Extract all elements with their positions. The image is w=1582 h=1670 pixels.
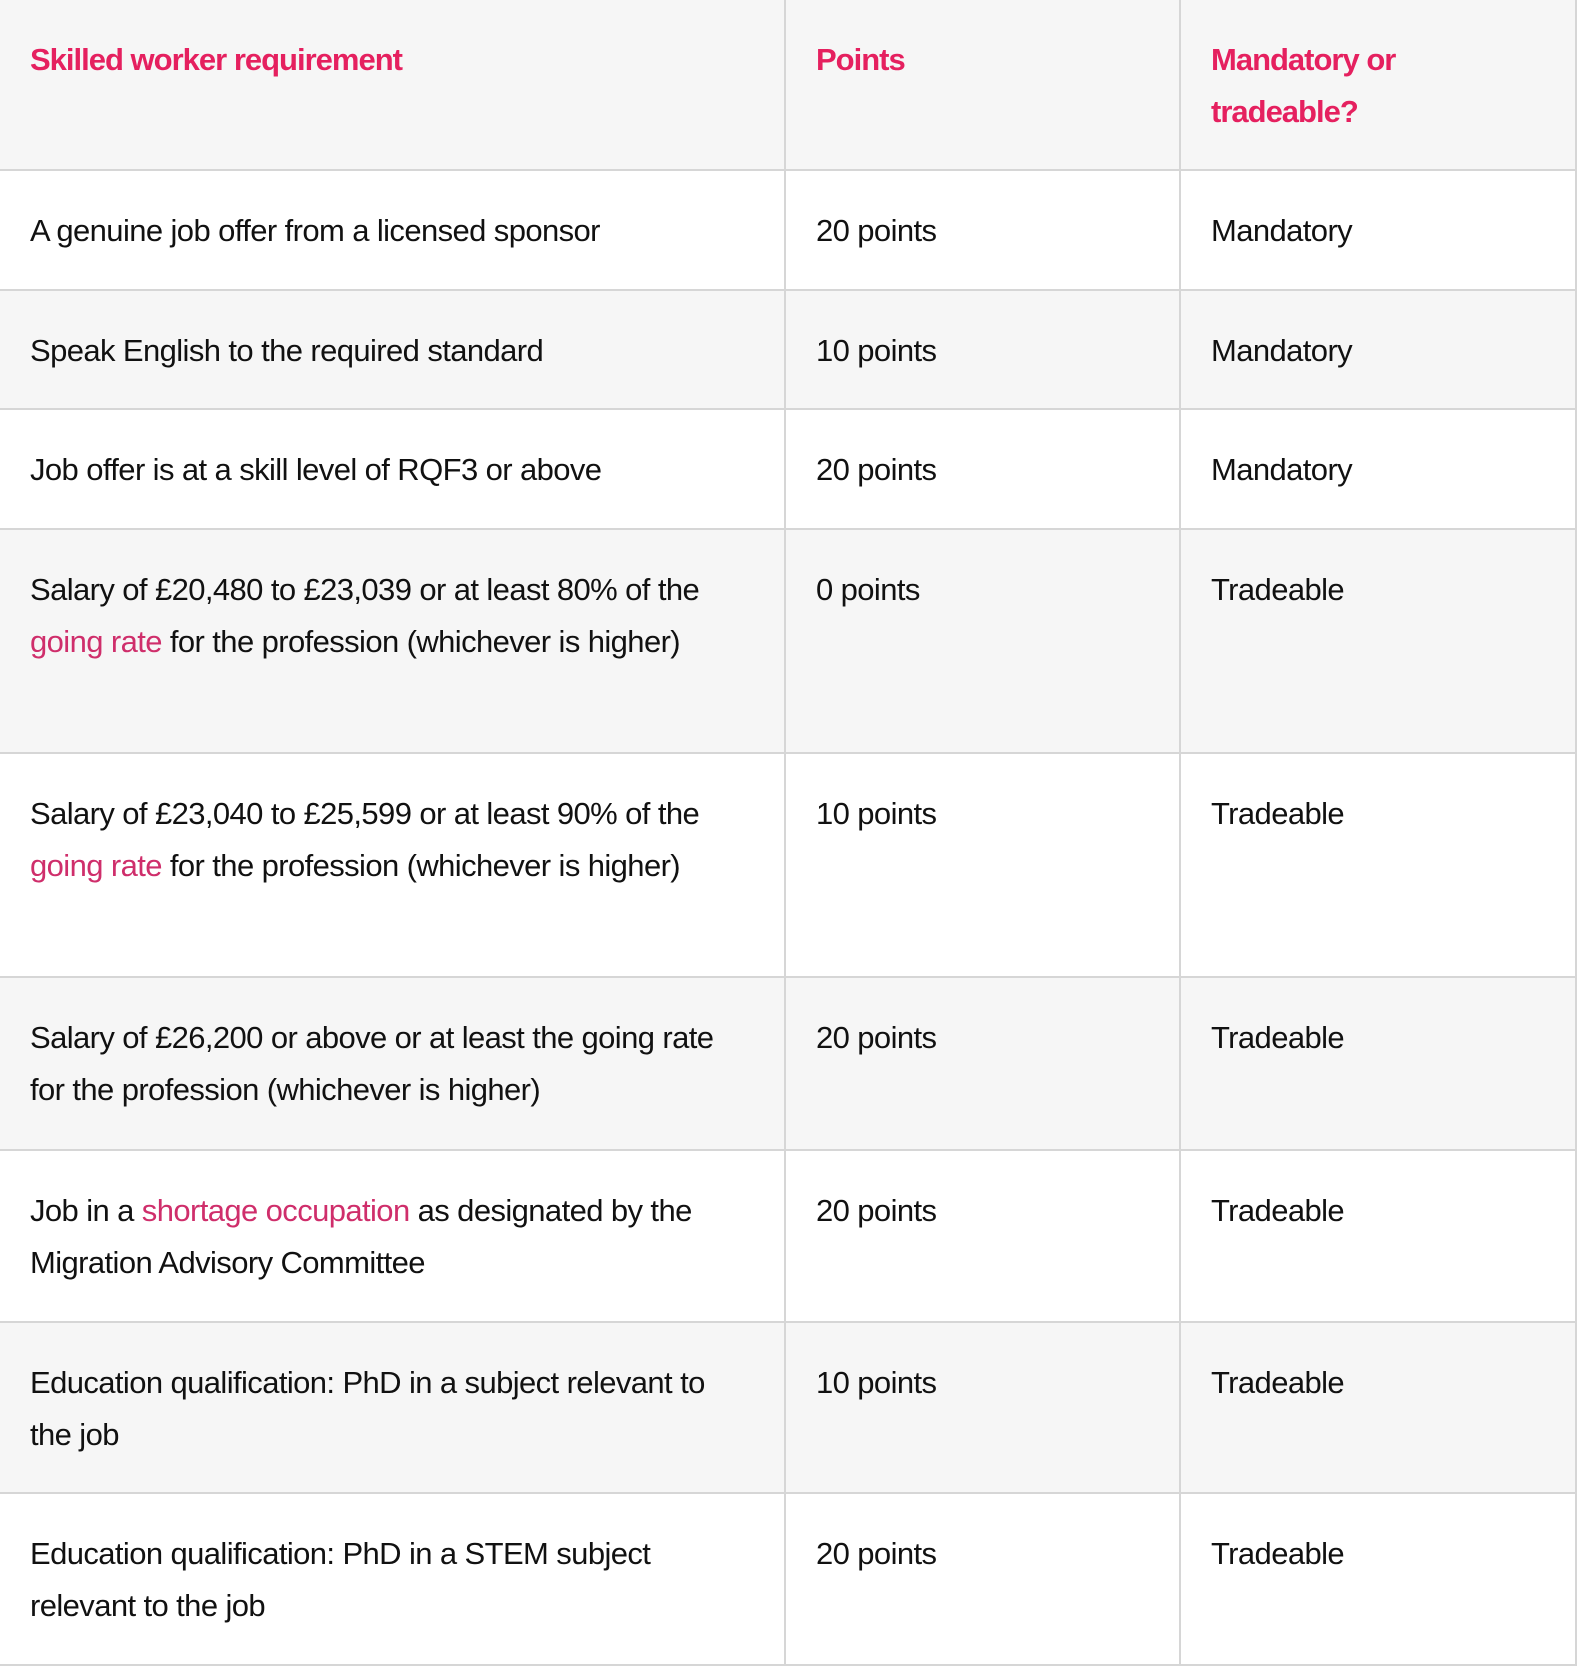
table-row (0, 290, 1576, 409)
table-row (0, 1322, 1576, 1493)
table-header-row (0, 0, 1576, 170)
requirement-text: Salary of £26,200 or above or at least the going rate for the profession (whichever is higher) (30, 1020, 714, 1107)
points-cell: 20 points (785, 1150, 1180, 1322)
requirement-cell (0, 753, 785, 977)
requirement-cell (0, 170, 785, 290)
going-rate-link[interactable]: going rate (30, 848, 162, 883)
requirement-text: Education qualification: PhD in a STEM subject relevant to the job (30, 1536, 651, 1623)
requirement-cell (0, 1493, 785, 1665)
table-row (0, 1150, 1576, 1322)
points-cell: 20 points (785, 170, 1180, 290)
requirement-cell (0, 290, 785, 409)
points-cell: 10 points (785, 1322, 1180, 1493)
type-cell: Tradeable (1180, 529, 1576, 753)
type-cell: Tradeable (1180, 753, 1576, 977)
requirement-cell (0, 529, 785, 753)
shortage-occupation-link[interactable]: shortage occupation (141, 1193, 410, 1228)
points-cell: 20 points (785, 1493, 1180, 1665)
header-mandatory-or-tradeable: Mandatory or tradeable? (1180, 0, 1576, 170)
type-cell: Tradeable (1180, 977, 1576, 1150)
requirement-text-continued: for the profession (whichever is higher) (161, 848, 681, 883)
points-cell: 20 points (785, 409, 1180, 529)
type-cell: Tradeable (1180, 1493, 1576, 1665)
header-requirement: Skilled worker requirement (0, 0, 785, 170)
requirement-text: Job offer is at a skill level of RQF3 or above (30, 452, 602, 487)
requirement-text: A genuine job offer from a licensed sponsor (30, 213, 600, 248)
requirement-text-continued: as designated by the Migration Advisory Committee (30, 1193, 692, 1280)
requirement-text-continued: for the profession (whichever is higher) (161, 624, 681, 659)
points-cell: 10 points (785, 290, 1180, 409)
requirement-cell (0, 1322, 785, 1493)
table-row (0, 529, 1576, 753)
table-row (0, 753, 1576, 977)
type-cell: Mandatory (1180, 290, 1576, 409)
requirement-cell (0, 1150, 785, 1322)
requirement-text: Speak English to the required standard (30, 333, 544, 368)
type-cell: Mandatory (1180, 409, 1576, 529)
going-rate-link[interactable]: going rate (30, 624, 162, 659)
points-cell: 20 points (785, 977, 1180, 1150)
requirement-text: Salary of £23,040 to £25,599 or at least 90% of the (30, 796, 700, 831)
type-cell: Mandatory (1180, 170, 1576, 290)
table-row (0, 977, 1576, 1150)
table-row (0, 170, 1576, 290)
points-cell: 0 points (785, 529, 1180, 753)
table-row (0, 409, 1576, 529)
type-cell: Tradeable (1180, 1322, 1576, 1493)
requirement-cell (0, 409, 785, 529)
type-cell: Tradeable (1180, 1150, 1576, 1322)
header-points: Points (785, 0, 1180, 170)
requirement-text: Job in a (30, 1193, 142, 1228)
requirement-text: Education qualification: PhD in a subject relevant to the job (30, 1365, 705, 1452)
table-row (0, 1493, 1576, 1665)
requirement-text: Salary of £20,480 to £23,039 or at least 80% of the (30, 572, 700, 607)
points-cell: 10 points (785, 753, 1180, 977)
requirement-cell (0, 977, 785, 1150)
